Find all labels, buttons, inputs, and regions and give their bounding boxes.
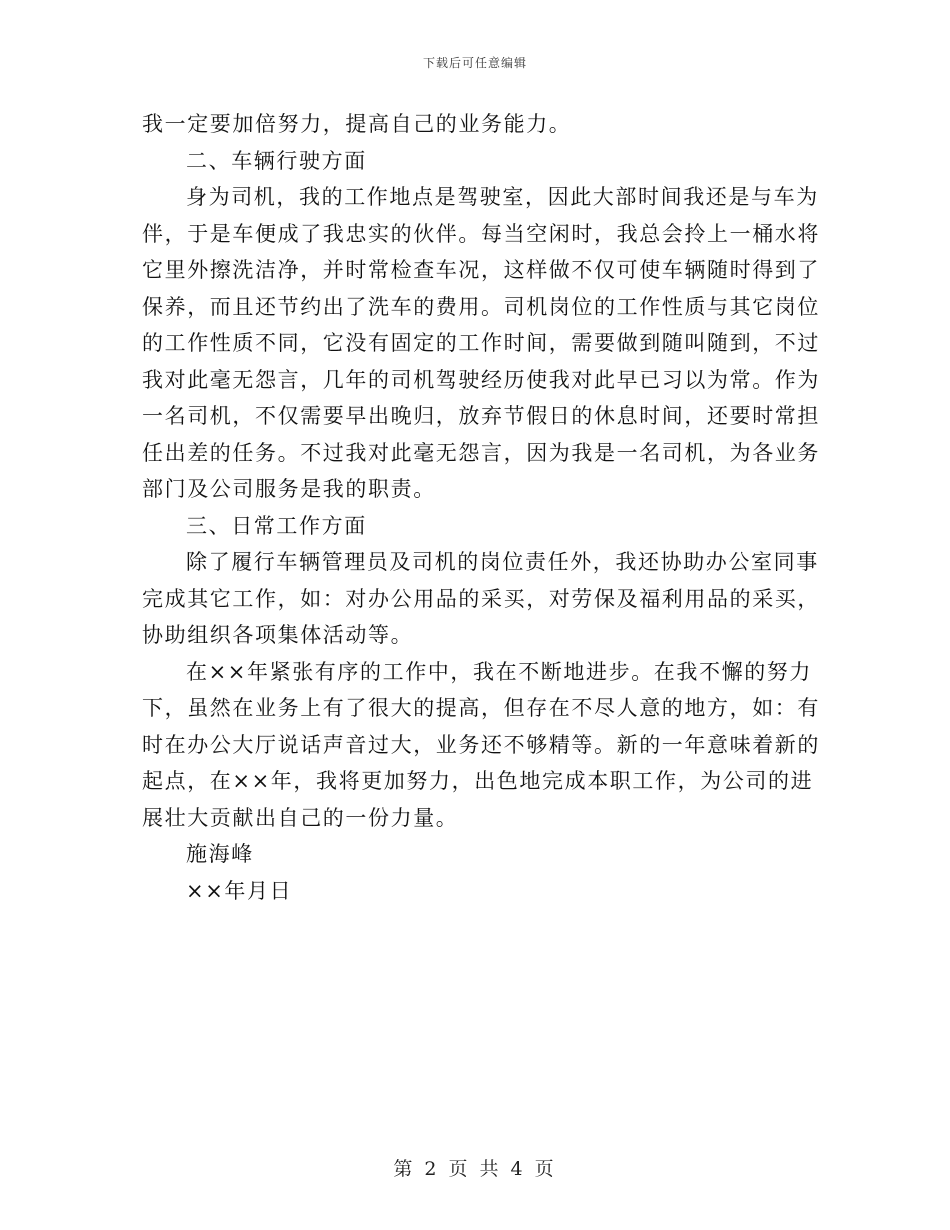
text-line: 起点，在××年，我将更加努力，出色地完成本职工作，为公司的进 — [142, 769, 814, 793]
text-line: 协助组织各项集体活动等。 — [142, 623, 414, 647]
text-line: 的工作性质不同，它没有固定的工作时间，需要做到随叫随到，不过 — [142, 331, 820, 355]
text-line: 保养，而且还节约出了洗车的费用。司机岗位的工作性质与其它岗位 — [142, 294, 820, 319]
text-line: 我一定要加倍努力，提高自己的业务能力。 — [142, 112, 572, 136]
text-line: 部门及公司服务是我的职责。 — [142, 477, 436, 501]
signature-name: 施海峰 — [186, 842, 254, 866]
text-line: 任出差的任务。不过我对此毫无怨言，因为我是一名司机，为各业务 — [142, 440, 820, 465]
text-line: 伴，于是车便成了我忠实的伙伴。每当空闲时，我总会拎上一桶水将 — [142, 221, 820, 246]
page-number: 第 2 页 共 4 页 — [393, 1158, 557, 1180]
text-line: 我对此毫无怨言，几年的司机驾驶经历使我对此早已习以为常。作为 — [142, 367, 820, 392]
text-line: 展壮大贡献出自己的一份力量。 — [142, 805, 459, 830]
text-line: 除了履行车辆管理员及司机的岗位责任外，我还协助办公室同事 — [186, 550, 819, 574]
section-heading: 三、日常工作方面 — [186, 513, 367, 538]
text-line: 下，虽然在业务上有了很大的提高，但存在不尽人意的地方，如：有 — [142, 696, 820, 720]
page-header: 下载后可任意编辑 — [422, 56, 527, 70]
section-heading: 二、车辆行驶方面 — [186, 148, 367, 173]
text-line: 时在办公大厅说话声音过大，业务还不够精等。新的一年意味着新的 — [142, 732, 820, 757]
text-line: 它里外擦洗洁净，并时常检查车况，这样做不仅可使车辆随时得到了 — [142, 258, 820, 282]
text-line: 身为司机，我的工作地点是驾驶室，因此大部时间我还是与车为 — [186, 185, 819, 209]
document-body — [142, 106, 820, 909]
signature-date: ××年月日 — [186, 878, 293, 903]
text-line: 在××年紧张有序的工作中，我在不断地进步。在我不懈的努力 — [186, 659, 812, 684]
text-line: 完成其它工作，如：对办公用品的采买，对劳保及福利用品的采买， — [142, 586, 820, 611]
text-line: 一名司机，不仅需要早出晚归，放弃节假日的休息时间，还要时常担 — [142, 404, 820, 428]
